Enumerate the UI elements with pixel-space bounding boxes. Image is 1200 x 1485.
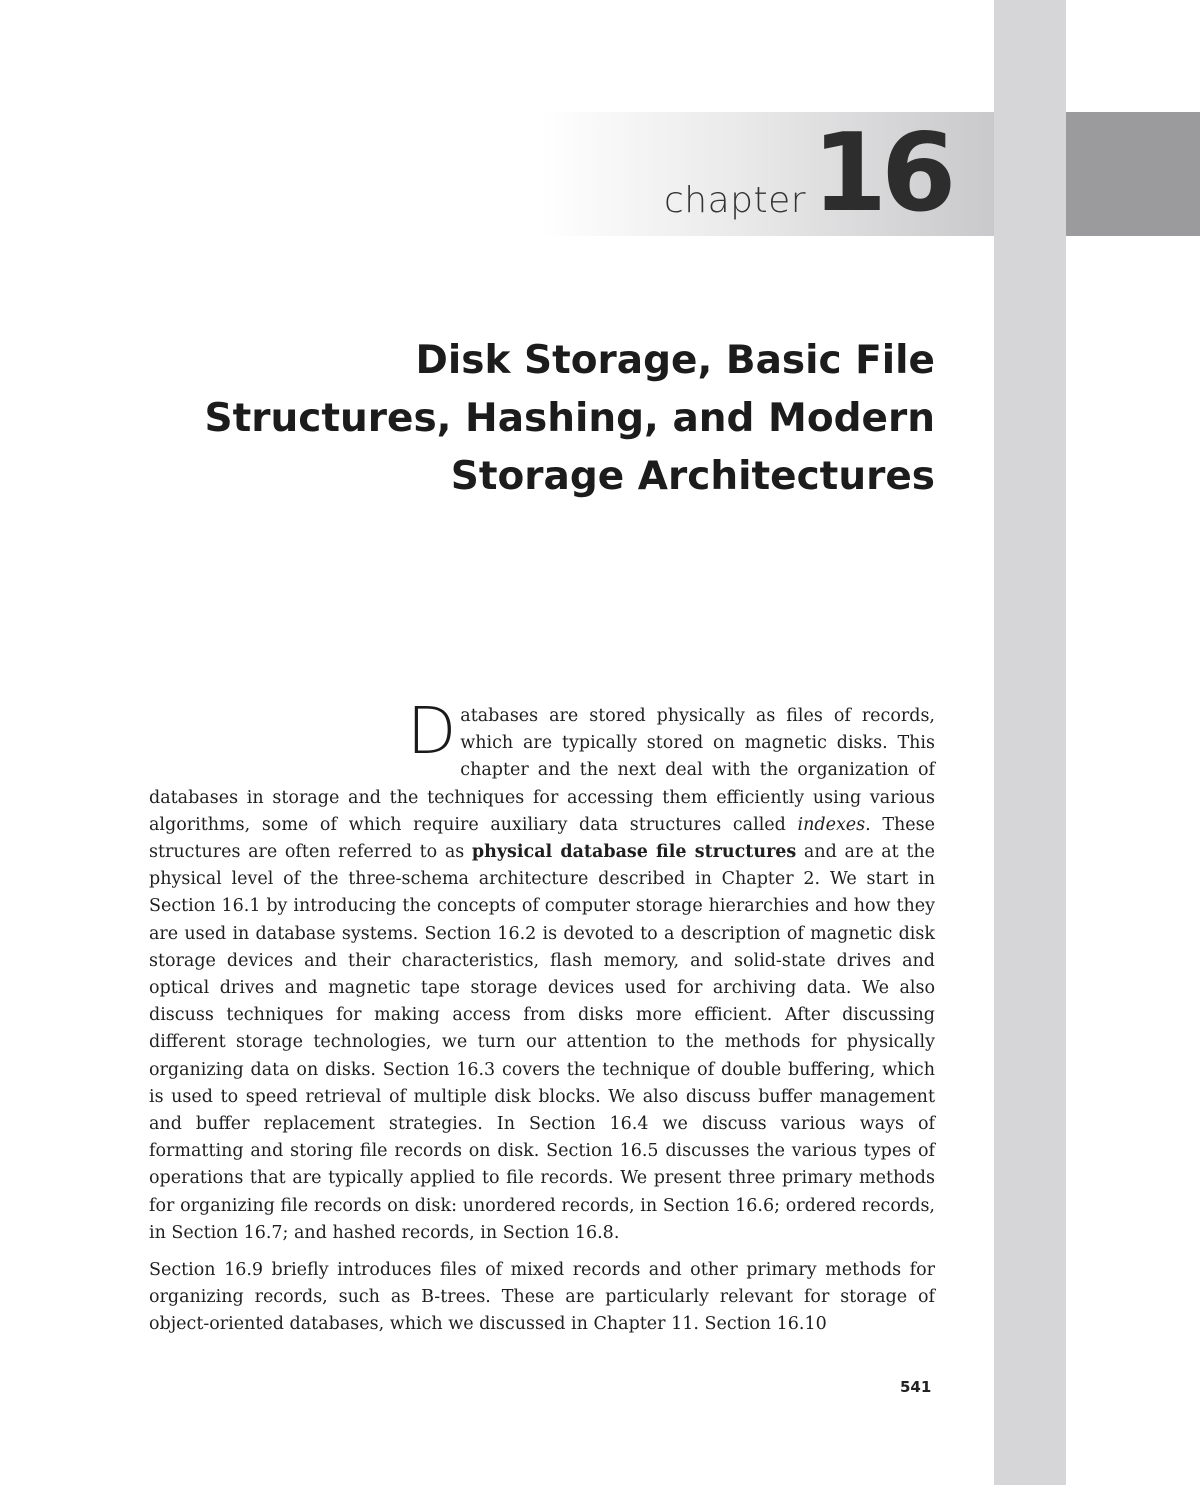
chapter-title [135,332,935,506]
chapter-tab-block [1066,112,1200,236]
chapter-intro-text [149,695,936,1339]
paragraph-1-part-1: atabases are stored physically as files of records, which are typically stored on magnetic disks. This chapter and the next deal with the organization of databases in storage and the techniques for accessing them efficiently using various algorithms, some of which require auxiliary data structures called [149,706,935,835]
term-indexes: indexes [797,814,866,835]
paragraph-2: Section 16.9 briefly introduces files of mixed records and other primary methods for organizing records, such as B-trees. These are particularly relevant for storage of object-oriented databases, which we discussed in Chapter 11. Section 16.10 [149,1260,935,1335]
paragraph-1-part-3: and are at the physical level of the three-schema architecture described in Chapter 2. We start in Section 16.1 by introducing the concepts of computer storage hierarchies and how they are used in database systems. Section 16.2 is devoted to a description of magnetic disk storage devices and their characteristics, flash memory, and solid-state drives and optical drives and magnetic tape storage devices used for archiving data. We also discuss techniques for making access from disks more efficient. After discussing different storage technologies, we turn our attention to the methods for physically organizing data on disks. Section 16.3 covers the technique of double buffering, which is used to speed retrieval of multiple disk blocks. We also discuss buffer management and buffer replacement strategies. In Section 16.4 we discuss various ways of formatting and storing file records on disk. Section 16.5 discusses the various types of operations that are typically applied to file records. We present three primary methods for organizing file records on disk: unordered records, in Section 16.6; ordered records, in Section 16.7; and hashed records, in Section 16.8. [149,842,935,1243]
paragraph-1-part-2: . These structures are often referred to as [149,814,936,863]
page-number: 541 [900,1378,932,1396]
title-line-2: Structures, Hashing, and Modern [204,396,935,441]
title-line-1: Disk Storage, Basic File [415,338,935,383]
title-line-3: Storage Architectures [450,454,935,499]
term-physical-database-file-structures: physical database file structures [471,842,797,863]
chapter-label: chapter [664,180,807,221]
side-tab-bar [994,0,1066,1485]
drop-cap: D [407,695,457,769]
paragraph-1 [149,695,936,1247]
chapter-number: 16 [812,111,951,236]
